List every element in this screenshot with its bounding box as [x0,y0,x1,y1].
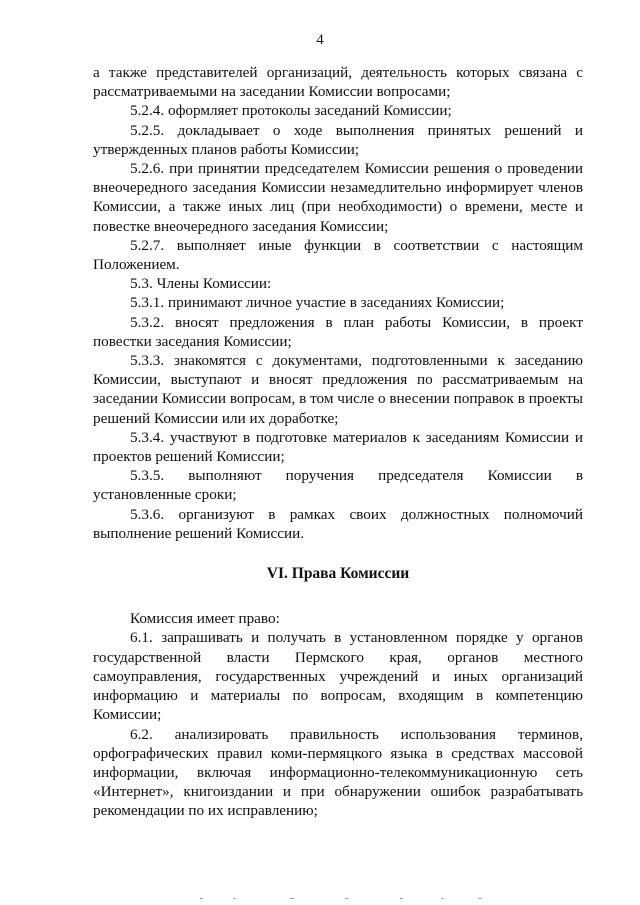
paragraph: 5.3.2. вносят предложения в план работы Комиссии, в проект повестки заседания Комиссии; [93,313,583,350]
document-body [93,63,583,821]
paragraph: 5.3.6. организуют в рамках своих должностных полномочий выполнение решений Комиссии. [93,505,583,542]
section-title: VI. Права Комиссии [266,565,410,583]
paragraph: а также представителей организаций, деятельность которых связана с рассматриваемыми на заседании Комиссии вопросами; [93,64,583,101]
paragraph: 5.3.3. знакомятся с документами, подготовленными к заседанию Комиссии, выступают и вносят предложения по рассматриваемым на заседании Комиссии вопросам, в том числе о внесении поправок в проекты решений Комиссии или их доработке; [93,352,583,427]
paragraphs-after-section [93,609,583,820]
paragraph: 5.3. Члены Комиссии: [130,275,272,293]
page-number: 4 [316,32,324,48]
paragraph: 5.3.5. выполняют поручения председателя Комиссии в установленные сроки; [93,467,583,504]
paragraph: 5.2.7. выполняет иные функции в соответствии с настоящим Положением. [93,236,583,274]
paragraph: Комиссия имеет право: [130,610,280,628]
paragraph: 5.2.5. докладывает о ходе выполнения принятых решений и утвержденных планов работы Комиссии; [93,121,583,158]
paragraph: 5.3.4. участвуют в подготовке материалов к заседаниям Комиссии и проектов решений Комиссии; [93,428,583,466]
paragraph: 6.2. анализировать правильность использования терминов, орфографических правил коми-пермяцкого языка в средствах массовой информации, включая информационно-телекоммуникационную сеть «Интернет», книгоиздании и при обнаружении ошибок разрабатывать рекомендации по их исправлению; [93,725,583,820]
paragraphs-before-section [93,63,583,543]
paragraph: 5.3.1. принимают личное участие в заседаниях Комиссии; [130,294,505,312]
scan-edge-artifacts [195,896,495,902]
paragraph: 6.1. запрашивать и получать в установленном порядке у органов государственной власти Пермского края, органов местного самоуправления, государственных учреждений и иных организаций информацию и материалы по вопросам, входящим в компетенцию Комиссии; [93,629,583,724]
paragraph: 5.2.6. при принятии председателем Комиссии решения о проведении внеочередного заседания Комиссии незамедлительно информирует членов Комиссии, а также иных лиц (при необходимости) о времени, месте и повестке внеочередного заседания Комиссии; [93,160,583,235]
paragraph: 5.2.4. оформляет протоколы заседаний Комиссии; [130,102,452,120]
